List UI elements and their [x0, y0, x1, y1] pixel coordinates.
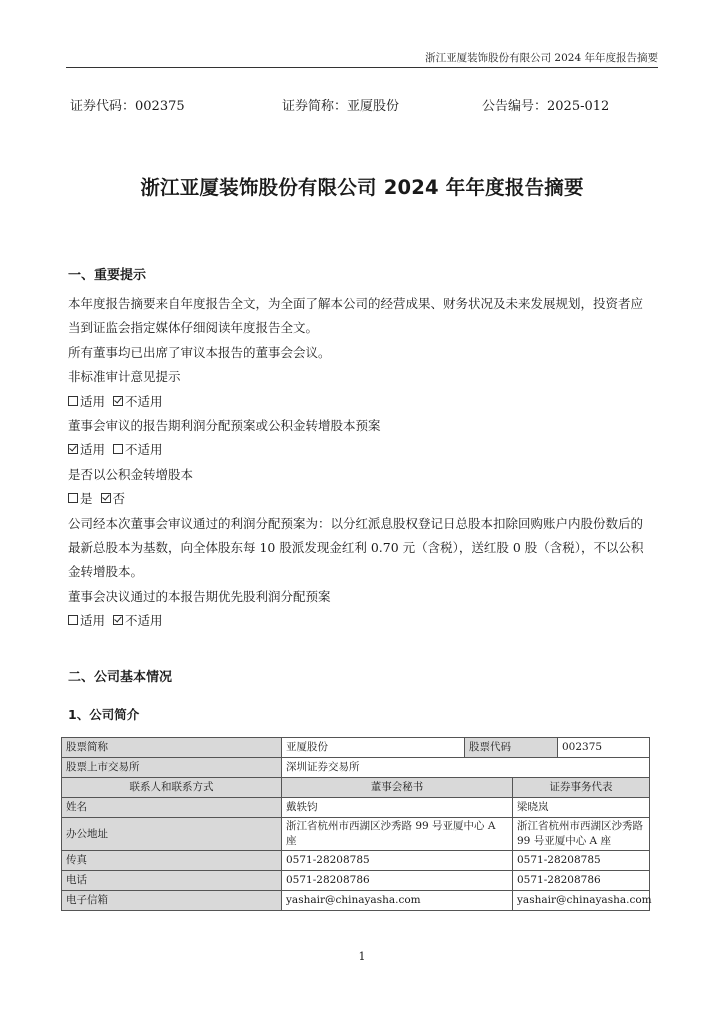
table-cell: 亚厦股份 [282, 738, 465, 758]
checkbox-checked-icon [101, 493, 111, 503]
option-label: 是 [80, 491, 93, 507]
option-label: 不适用 [125, 442, 163, 458]
table-cell: 联系人和联系方式 [62, 778, 282, 798]
securities-abbreviation: 证券简称：亚厦股份 [282, 99, 400, 114]
section-heading-important-notice: 一、重要提示 [68, 268, 147, 283]
table-row [62, 818, 650, 851]
option-label: 适用 [80, 393, 106, 409]
table-cell: 浙江省杭州市西湖区沙秀路 99 号亚厦中心 A 座 [513, 818, 650, 851]
table-cell: 股票代码 [465, 738, 558, 758]
table-cell: 深圳证券交易所 [282, 758, 650, 778]
paragraph-audit-opinion: 非标准审计意见提示 [68, 369, 181, 385]
paragraph-preferred-stock: 董事会决议通过的本报告期优先股利润分配预案 [68, 588, 331, 604]
table-cell: 002375 [558, 738, 650, 758]
document-title: 浙江亚厦装饰股份有限公司 2024 年年度报告摘要 [140, 176, 584, 199]
checkbox-checked-icon [113, 615, 123, 625]
table-cell: 0571-28208785 [513, 851, 650, 871]
table-cell: 证券事务代表 [513, 778, 650, 798]
option-row-capital-reserve [68, 487, 650, 511]
table-row [62, 891, 650, 911]
table-cell: yashair@chinayasha.com [513, 891, 650, 911]
table-row [62, 778, 650, 798]
table-row [62, 798, 650, 818]
table-row [62, 758, 650, 778]
meta-row [70, 95, 642, 113]
table-cell: 0571-28208786 [513, 871, 650, 891]
option-row-profit-plan [68, 438, 650, 462]
company-profile-table [61, 737, 650, 911]
paragraph-board-attendance: 所有董事均已出席了审议本报告的董事会会议。 [68, 344, 331, 360]
table-cell: 电话 [62, 871, 282, 891]
table-cell: 浙江省杭州市西湖区沙秀路 99 号亚厦中心 A 座 [282, 818, 513, 851]
table-cell: yashair@chinayasha.com [282, 891, 513, 911]
checkbox-unchecked-icon [68, 615, 78, 625]
table-cell: 戴轶钧 [282, 798, 513, 818]
checkbox-unchecked-icon [68, 493, 78, 503]
table-row [62, 851, 650, 871]
table-cell: 0571-28208786 [282, 871, 513, 891]
option-row-preferred-stock [68, 609, 650, 633]
paragraph-summary-source: 本年度报告摘要来自年度报告全文，为全面了解本公司的经营成果、财务状况及未来发展规划，投资者应当到证监会指定媒体仔细阅读年度报告全文。 [68, 296, 644, 336]
table-cell: 电子信箱 [62, 891, 282, 911]
notice-number: 公告编号：2025-012 [482, 99, 610, 114]
option-label: 不适用 [125, 613, 163, 629]
table-cell: 姓名 [62, 798, 282, 818]
table-cell: 办公地址 [62, 818, 282, 851]
header-rule [66, 67, 658, 68]
table-cell: 传真 [62, 851, 282, 871]
option-label: 不适用 [125, 393, 163, 409]
table-cell: 0571-28208785 [282, 851, 513, 871]
table-cell: 股票上市交易所 [62, 758, 282, 778]
section-heading-company-basics: 二、公司基本情况 [68, 670, 173, 685]
checkbox-checked-icon [68, 444, 78, 454]
option-label: 适用 [80, 442, 106, 458]
paragraph-dividend-plan: 公司经本次董事会审议通过的利润分配预案为：以分红派息股权登记日总股本扣除回购账户内股份数后的最新总股本为基数，向全体股东每 10 股派发现金红利 0.70 元（含税），送红股 0 股（含税），不以公积金转增股本。 [68, 515, 644, 580]
table-cell: 股票简称 [62, 738, 282, 758]
securities-code: 证券代码：002375 [70, 99, 185, 114]
checkbox-checked-icon [113, 396, 123, 406]
option-row-audit [68, 390, 650, 414]
option-label: 否 [112, 491, 126, 507]
checkbox-unchecked-icon [113, 444, 123, 454]
table-cell: 梁晓岚 [513, 798, 650, 818]
important-notice-body [68, 292, 650, 634]
table-row [62, 738, 650, 758]
checkbox-unchecked-icon [68, 396, 78, 406]
paragraph-profit-plan: 董事会审议的报告期利润分配预案或公积金转增股本预案 [68, 418, 381, 434]
table-row [62, 871, 650, 891]
page-number: 1 [358, 950, 366, 963]
subsection-heading-company-profile: 1、公司简介 [68, 707, 140, 722]
option-label: 适用 [80, 613, 106, 629]
paragraph-capital-reserve: 是否以公积金转增股本 [68, 466, 194, 482]
table-cell: 董事会秘书 [282, 778, 513, 798]
running-header: 浙江亚厦装饰股份有限公司 2024 年年度报告摘要 [425, 52, 658, 64]
